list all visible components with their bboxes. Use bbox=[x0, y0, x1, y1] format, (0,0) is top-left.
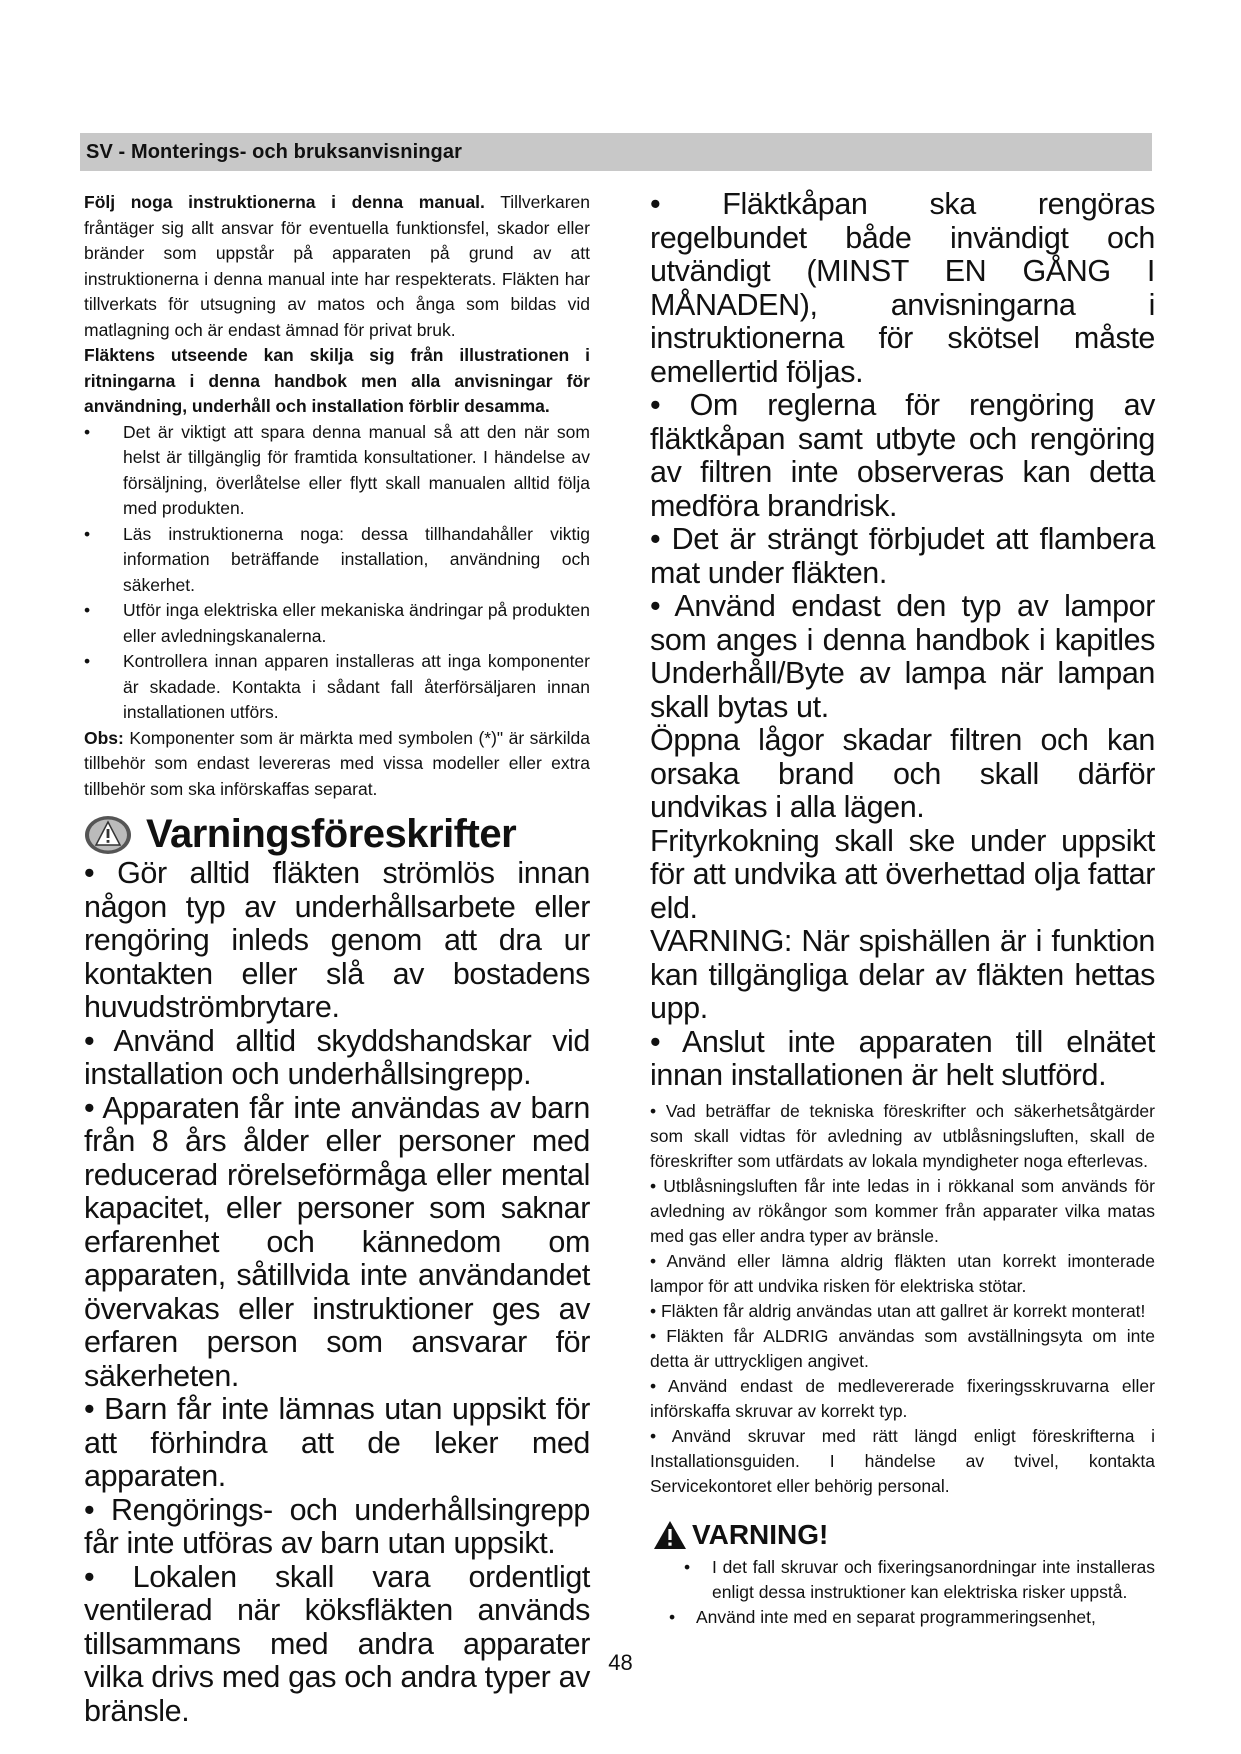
list-item: • Om reglerna för rengöring av fläktkåpan samt utbyte och rengöring av filtren inte observeras kan detta medföra brandrisk. bbox=[650, 388, 1155, 523]
list-item: • Läs instruktionerna noga: dessa tillhandahåller viktig information beträffande installation, användning och säkerhet. bbox=[84, 522, 590, 599]
section-header-bar bbox=[80, 133, 1152, 171]
list-item: • Utblåsningsluften får inte ledas in i rökkanal som används för avledning av rökångor som kommer från apparater vilka matas med gas eller andra typer av bränsle. bbox=[650, 1175, 1155, 1246]
warning-triangle-icon bbox=[84, 815, 132, 855]
left-column bbox=[84, 190, 590, 1728]
list-item: • Använd endast de medlevererade fixeringsskruvarna eller införskaffa skruvar av korrekt typ. bbox=[650, 1375, 1155, 1421]
list-item: • Fläktkåpan ska rengöras regelbundet både invändigt och utvändigt (MINST EN GÅNG I MÅNADEN), anvisningarna i instruktionerna för skötsel måste emellertid följas. bbox=[650, 187, 1155, 389]
warning-heading bbox=[84, 812, 590, 857]
list-item: • Kontrollera innan apparen installeras att inga komponenter är skadade. Kontakta i sådant fall återförsäljaren innan installationen utförs. bbox=[84, 649, 590, 726]
warning-triangle-icon bbox=[652, 1519, 688, 1551]
list-item: Öppna lågor skadar filtren och kan orsaka brand och skall därför undvikas i alla lägen. bbox=[650, 723, 1155, 824]
obs-label: Obs: bbox=[84, 727, 124, 748]
list-item: • Barn får inte lämnas utan uppsikt för att förhindra att de leker med apparaten. bbox=[84, 1392, 590, 1493]
warning-title: Varningsföreskrifter bbox=[146, 812, 517, 856]
list-item: • Gör alltid fläkten strömlös innan någon typ av underhållsarbete eller rengöring inleds genom att dra ur kontakten eller slå av bostadens huvudströmbrytare. bbox=[84, 856, 590, 1024]
list-item: • Använd alltid skyddshandskar vid installation och underhållsingrepp. bbox=[84, 1023, 590, 1091]
list-item: • Det är viktigt att spara denna manual så att den när som helst är tillgänglig för framtida konsultationer. I händelse av försäljning, överlåtelse eller flytt skall manualen alltid följa med produkten. bbox=[84, 420, 590, 522]
list-item: • Använd eller lämna aldrig fläkten utan korrekt imonterade lampor för att undvika risken för elektriska stötar. bbox=[650, 1250, 1155, 1296]
list-item: • Det är strängt förbjudet att flambera mat under fläkten. bbox=[650, 522, 1155, 590]
list-item: • Lokalen skall vara ordentligt ventilerad när köksfläkten används tillsammans med andra apparater vilka drivs med gas och andra typer av bränsle. bbox=[84, 1559, 590, 1728]
obs-paragraph bbox=[84, 726, 590, 803]
intro-block bbox=[84, 190, 590, 802]
right-column bbox=[650, 188, 1155, 1630]
appearance-note: Fläktens utseende kan skilja sig från illustrationen i ritningarna i denna handbok men alla anvisningar för användning, underhåll och installation förblir desamma. bbox=[84, 345, 590, 416]
list-item: Frityrkokning skall ske under uppsikt för att undvika att överhettad olja fattar eld. bbox=[650, 823, 1155, 925]
warning-list-right bbox=[650, 188, 1155, 1093]
intro-bullet-list bbox=[84, 420, 590, 726]
list-item: • Vad beträffar de tekniska föreskrifter och säkerhetsåtgärder som skall vidtas för avledning av utblåsningsluften, skall de föreskrifter som utfärdats av lokala myndigheter noga efterlevas. bbox=[650, 1100, 1155, 1171]
list-item: • Anslut inte apparaten till elnätet innan installationen är helt slutförd. bbox=[650, 1024, 1155, 1092]
obs-text: Komponenter som är märkta med symbolen (*)" är särkilda tillbehör som endast levereras med vissa modeller eller extra tillbehör som ska införskaffas separat. bbox=[84, 727, 590, 799]
list-item: • Använd endast den typ av lampor som anges i denna handbok i kapitles Underhåll/Byte av lampa när lampan skall bytas ut. bbox=[650, 589, 1155, 724]
list-item: VARNING: När spishällen är i funktion kan tillgängliga delar av fläkten hettas upp. bbox=[650, 924, 1155, 1025]
list-item: • Använd skruvar med rätt längd enligt föreskrifterna i Installationsguiden. I händelse av tvivel, kontakta Servicekontoret eller behörig personal. bbox=[650, 1425, 1155, 1496]
list-item: • Fläkten får aldrig användas utan att gallret är korrekt monterat! bbox=[650, 1300, 1146, 1321]
page-number: 48 bbox=[608, 1650, 633, 1675]
safety-list-right bbox=[650, 1099, 1155, 1499]
intro-text: Tillverkaren fråntäger sig allt ansvar för eventuella funktionsfel, skador eller bränder som uppstår på apparaten på grund av att instruktionerna i denna manual inte har respekterats. Fläkten har tillverkats för utsugning av matos och ånga som bildas vid matlagning och är endast ämnad för privat bruk. bbox=[84, 192, 590, 340]
section-header-title: SV - Monterings- och bruksanvisningar bbox=[86, 140, 462, 163]
list-item: • Använd inte med en separat programmeringsenhet, bbox=[650, 1605, 1155, 1630]
list-item: • Fläkten får ALDRIG användas som avställningsyta om inte detta är uttryckligen angivet. bbox=[650, 1325, 1155, 1371]
warning-list-left bbox=[84, 857, 590, 1728]
list-item: • Apparaten får inte användas av barn från 8 års ålder eller personer med reducerad rörelseförmåga eller mental kapacitet, eller personer som saknar erfarenhet och kännedom om apparaten, såtillvida inte användandet övervakas eller instruktioner ges av erfaren person som ansvarar för säkerheten. bbox=[84, 1090, 590, 1393]
list-item: • I det fall skruvar och fixeringsanordningar inte installeras enligt dessa instruktioner kan elektriska risker uppstå. bbox=[650, 1555, 1155, 1605]
varning-list bbox=[650, 1555, 1155, 1630]
varning-heading bbox=[652, 1519, 1155, 1551]
intro-bold: Följ noga instruktionerna i denna manual. bbox=[84, 192, 485, 212]
list-item: • Utför inga elektriska eller mekaniska ändringar på produkten eller avledningskanalerna. bbox=[84, 598, 590, 649]
varning-title: VARNING! bbox=[692, 1518, 829, 1550]
intro-paragraph bbox=[84, 190, 590, 343]
list-item: • Rengörings- och underhållsingrepp får inte utföras av barn utan uppsikt. bbox=[84, 1492, 590, 1560]
